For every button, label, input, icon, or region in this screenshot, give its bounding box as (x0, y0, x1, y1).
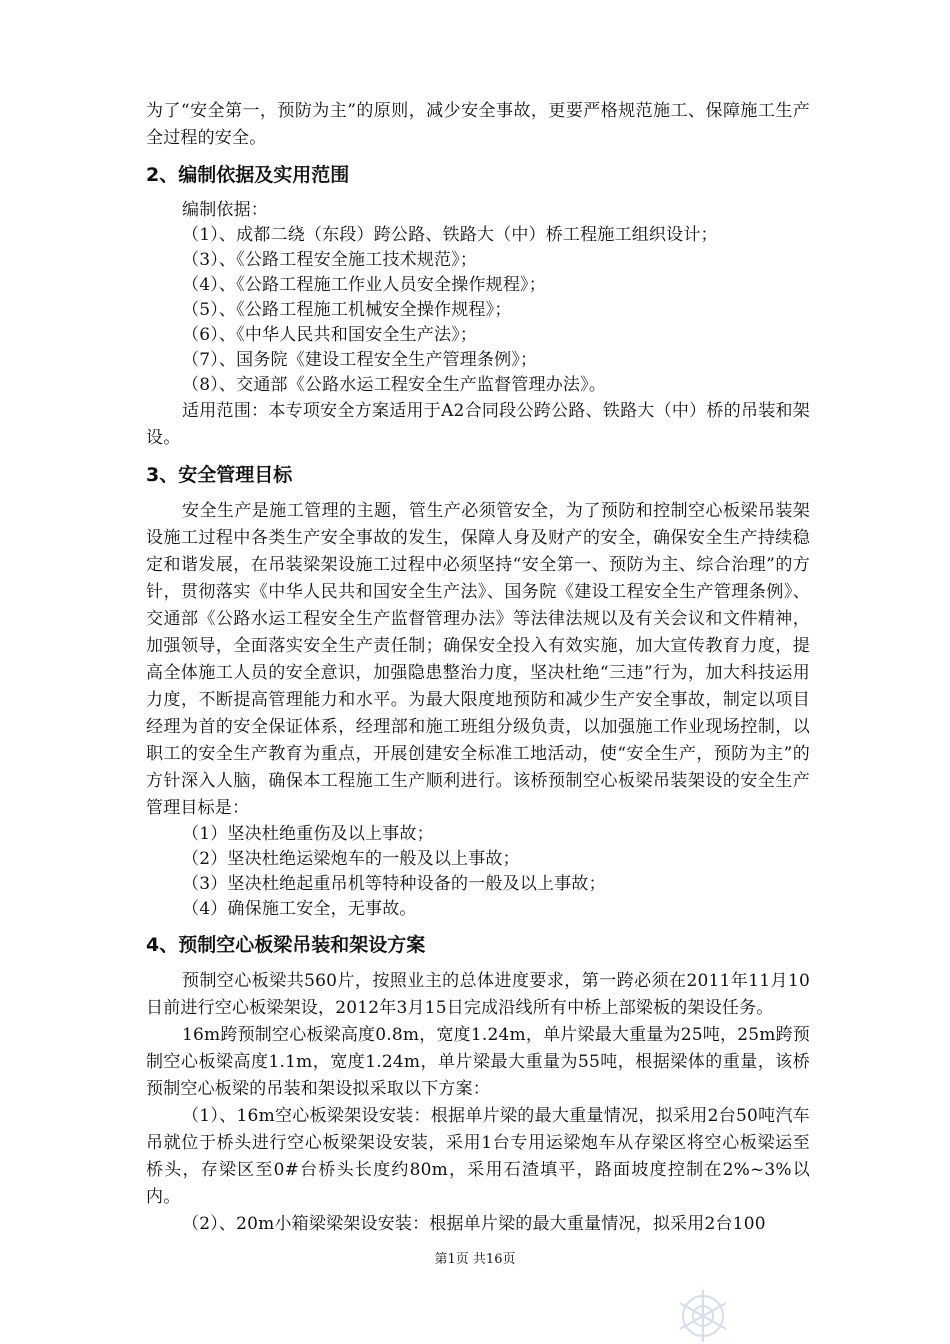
section-4-heading: 4、预制空心板梁吊装和架设方案 (146, 934, 426, 956)
goal-item: （2）坚决杜绝运梁炮车的一般及以上事故； (182, 849, 520, 869)
plan-paragraph-4: （2）、20m小箱梁梁架设安装：根据单片梁的最大重量情况，拟采用2台100 (182, 1214, 766, 1234)
page-footer: 第1页 共16页 (434, 1252, 516, 1267)
goal-item: （4）确保施工安全，无事故。 (182, 899, 417, 919)
basis-item: （5）、《公路工程施工机械安全操作规程》； (182, 300, 512, 320)
intro-paragraph: 为了“安全第一，预防为主”的原则，减少安全事故，更要严格规范施工、保障施工生产全过程的安全。 (146, 101, 810, 148)
plan-paragraph-2: 16m跨预制空心板梁高度0.8m，宽度1.24m，单片梁最大重量为25吨，25m跨预制空心板梁高度1.1m，宽度1.24m，单片梁最大重量为55吨，根据梁体的重量，该桥预制空心板梁的吊装和架设拟采取以下方案： (146, 1025, 810, 1099)
basis-label: 编制依据： (182, 200, 268, 220)
basis-item: （8）、交通部《公路水运工程安全生产监督管理办法》。 (182, 375, 607, 395)
section-2-heading: 2、编制依据及实用范围 (146, 164, 350, 186)
scope-paragraph: 适用范围：本专项安全方案适用于A2合同段公跨公路、铁路大（中）桥的吊装和架设。 (146, 401, 810, 448)
basis-item: （6）、《中华人民共和国安全生产法》； (182, 325, 478, 345)
basis-item: （3）、《公路工程安全施工技术规范》； (182, 250, 478, 270)
basis-item: （7）、国务院《建设工程安全生产管理条例》； (182, 350, 538, 370)
basis-item: （1）、成都二绕（东段）跨公路、铁路大（中）桥工程施工组织设计； (182, 225, 718, 245)
goal-item: （3）坚决杜绝起重吊机等特种设备的一般及以上事故； (182, 874, 606, 894)
plan-paragraph-3: （1）、16m空心板梁架设安装：根据单片梁的最大重量情况，拟采用2台50吨汽车吊就位于桥头进行空心板梁架设安装，采用1台专用运梁炮车从存梁区将空心板梁运至桥头，存梁区至0#台桥头长度约80m，采用石渣填平，路面坡度控制在2%~3%以内。 (146, 1106, 810, 1207)
document-page (146, 98, 810, 1238)
goal-item: （1）坚决杜绝重伤及以上事故； (182, 824, 434, 844)
section-3-heading: 3、安全管理目标 (146, 464, 293, 486)
plan-paragraph-1: 预制空心板梁共560片，按照业主的总体进度要求，第一跨必须在2011年11月10日前进行空心板梁架设，2012年3月15日完成沿线所有中桥上部梁板的架设任务。 (146, 971, 810, 1018)
safety-goal-paragraph: 安全生产是施工管理的主题，管生产必须管安全，为了预防和控制空心板梁吊装架设施工过程中各类生产安全事故的发生，保障人身及财产的安全，确保安全生产持续稳定和谐发展，在吊装梁架设施工过程中必须坚持“安全第一、预防为主、综合治理”的方针，贯彻落实《中华人民共和国安全生产法》、国务院《建设工程安全生产管理条例》、交通部《公路水运工程安全生产监督管理办法》等法律法规以及有关会议和文件精神，加强领导，全面落实安全生产责任制；确保安全投入有效实施，加大宣传教育力度，提高全体施工人员的安全意识，加强隐患整治力度，坚决杜绝“三违”行为，加大科技运用力度，不断提高管理能力和水平。为最大限度地预防和减少生产安全事故，制定以项目经理为首的安全保证体系，经理部和施工班组分级负责，以加强施工作业现场控制，以职工的安全生产教育为重点，开展创建安全标准工地活动，使“安全生产，预防为主”的方针深入人脑，确保本工程施工生产顺利进行。该桥预制空心板梁吊装架设的安全生产管理目标是： (146, 501, 810, 818)
snowflake-watermark-icon (668, 1282, 738, 1344)
basis-item: （4）、《公路工程施工作业人员安全操作规程》； (182, 275, 546, 295)
